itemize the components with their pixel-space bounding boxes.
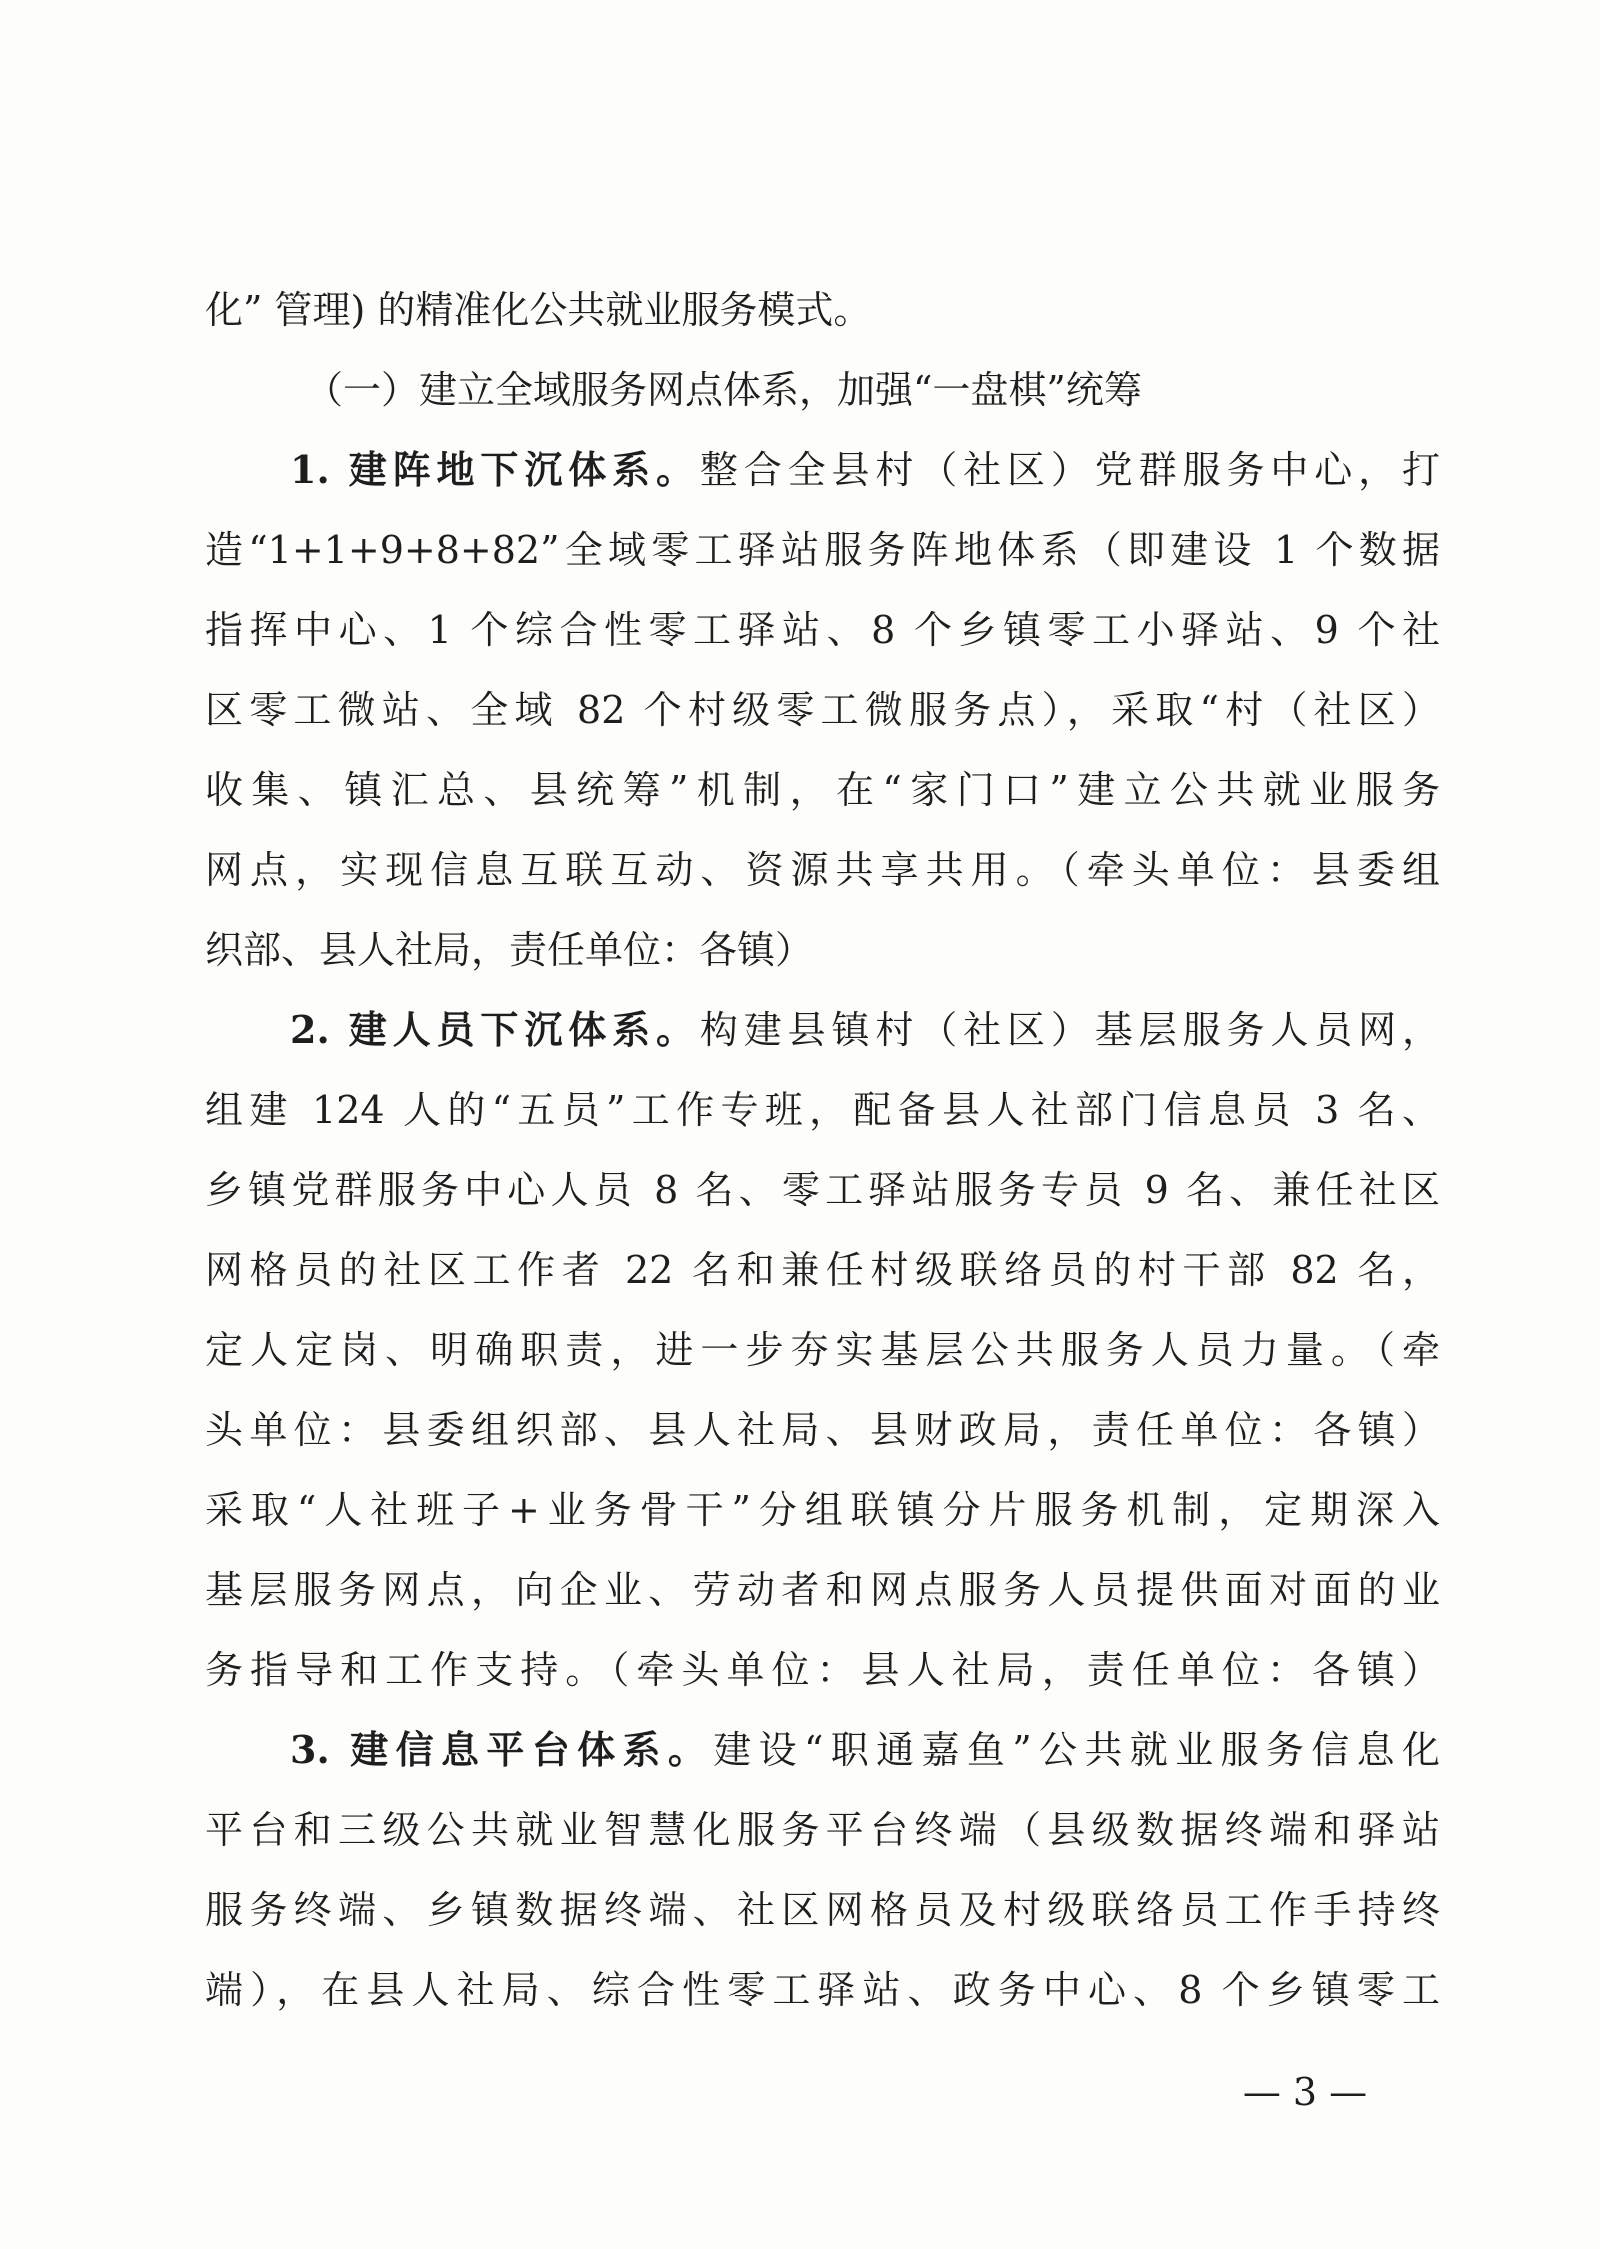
text-line: 网点，实现信息互联互动、资源共享共用。（牵头单位：县委组 bbox=[205, 848, 1440, 892]
paragraph-2-first-line bbox=[290, 1006, 1440, 1054]
text-line: 务指导和工作支持。（牵头单位：县人社局，责任单位：各镇） bbox=[205, 1648, 1440, 1692]
text-line: 织部、县人社局，责任单位：各镇） bbox=[205, 928, 814, 972]
paragraph-3-text: 建设“职通嘉鱼”公共就业服务信息化 bbox=[713, 1728, 1440, 1772]
text-line: 区零工微站、全域 82 个村级零工微服务点），采取“村（社区） bbox=[205, 688, 1440, 732]
page-number: — 3 — bbox=[1242, 2070, 1368, 2114]
text-line: 基层服务网点，向企业、劳动者和网点服务人员提供面对面的业 bbox=[205, 1568, 1440, 1612]
section-heading: （一）建立全域服务网点体系，加强“一盘棋”统筹 bbox=[305, 368, 1142, 412]
paragraph-3-title: 3. 建信息平台体系。 bbox=[290, 1727, 714, 1772]
paragraph-2-title: 2. 建人员下沉体系。 bbox=[290, 1007, 700, 1052]
paragraph-1-title: 1. 建阵地下沉体系。 bbox=[290, 447, 700, 492]
paragraph-1-first-line bbox=[290, 446, 1440, 494]
text-line: 平台和三级公共就业智慧化服务平台终端（县级数据终端和驿站 bbox=[205, 1808, 1440, 1852]
text-line: 组建 124 人的“五员”工作专班，配备县人社部门信息员 3 名、 bbox=[205, 1088, 1440, 1132]
paragraph-1-text: 整合全县村（社区）党群服务中心，打 bbox=[699, 448, 1440, 492]
text-line: 定人定岗、明确职责，进一步夯实基层公共服务人员力量。（牵 bbox=[205, 1328, 1440, 1372]
text-line: 头单位：县委组织部、县人社局、县财政局，责任单位：各镇） bbox=[205, 1408, 1440, 1452]
text-line: 服务终端、乡镇数据终端、社区网格员及村级联络员工作手持终 bbox=[205, 1888, 1440, 1932]
text-line: 采取“人社班子+业务骨干”分组联镇分片服务机制，定期深入 bbox=[205, 1488, 1440, 1532]
text-line: 乡镇党群服务中心人员 8 名、零工驿站服务专员 9 名、兼任社区 bbox=[205, 1168, 1440, 1212]
text-line: 造“1+1+9+8+82”全域零工驿站服务阵地体系（即建设 1 个数据 bbox=[205, 528, 1440, 572]
text-line: 端），在县人社局、综合性零工驿站、政务中心、8 个乡镇零工 bbox=[205, 1968, 1440, 2012]
text-line: 收集、镇汇总、县统筹”机制，在“家门口”建立公共就业服务 bbox=[205, 768, 1440, 812]
paragraph-3-first-line bbox=[290, 1726, 1440, 1774]
paragraph-2-text: 构建县镇村（社区）基层服务人员网， bbox=[699, 1008, 1440, 1052]
text-line: 指挥中心、1 个综合性零工驿站、8 个乡镇零工小驿站、9 个社 bbox=[205, 608, 1440, 652]
text-line: 化” 管理) 的精准化公共就业服务模式。 bbox=[205, 288, 872, 332]
text-line: 网格员的社区工作者 22 名和兼任村级联络员的村干部 82 名， bbox=[205, 1248, 1440, 1292]
